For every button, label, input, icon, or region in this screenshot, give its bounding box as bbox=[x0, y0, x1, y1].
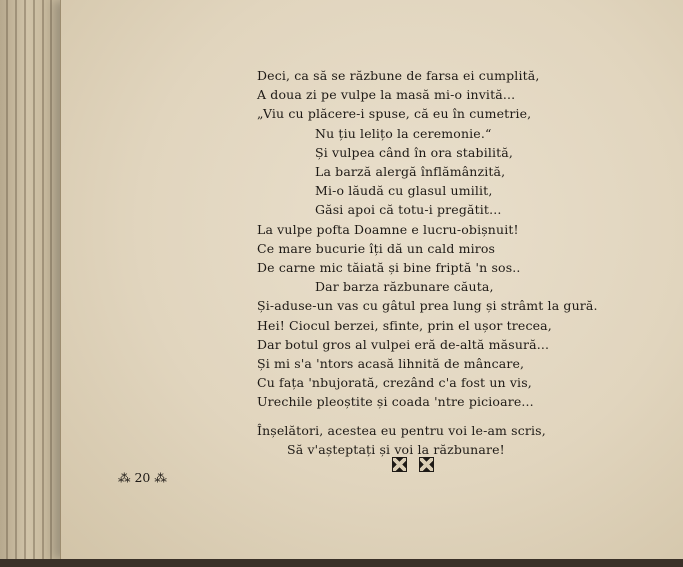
poem-line: Ce mare bucurie îți dă un cald miros bbox=[257, 240, 496, 256]
ornament-square-icon bbox=[392, 457, 407, 472]
poem-line: Dar barza răzbunare căuta, bbox=[315, 279, 494, 295]
poem-line: La barză alergă înflămânzită, bbox=[315, 164, 506, 180]
poem-line: Mi-o lăudă cu glasul umilit, bbox=[315, 183, 493, 199]
poem-line: „Viu cu plăcere-i spuse, că eu în cumetrie, bbox=[257, 106, 532, 122]
poem-line: Și-aduse-un vas cu gâtul prea lung și strâmt la gură. bbox=[257, 298, 598, 314]
poem-line: Înșelători, acestea eu pentru voi le-am scris, bbox=[257, 422, 546, 438]
poem-line: Nu țiu lelițo la ceremonie.“ bbox=[315, 125, 492, 141]
poem-line: Să v'așteptați și voi la răzbunare! bbox=[287, 441, 505, 457]
poem-line: A doua zi pe vulpe la masă mi-o invită... bbox=[257, 87, 516, 103]
poem-line: Urechile pleoștite și coada 'ntre picioare... bbox=[257, 394, 534, 410]
page-number: ⁂ 20 ⁂ bbox=[118, 470, 167, 485]
ornament-right-icon: ⁂ bbox=[154, 470, 167, 485]
poem-line: Hei! Ciocul berzei, sfinte, prin el ușor trecea, bbox=[257, 317, 552, 333]
poem-line: Găsi apoi că totu-i pregătit... bbox=[315, 202, 502, 218]
end-ornaments bbox=[392, 457, 434, 472]
poem-line: Și mi s'a 'ntors acasă lihnită de mâncare, bbox=[257, 356, 525, 372]
ornament-left-icon: ⁂ bbox=[118, 470, 131, 485]
scan-background bbox=[0, 559, 683, 567]
poem-line: Deci, ca să se răzbune de farsa ei cumplită, bbox=[257, 68, 540, 83]
poem-line: Dar botul gros al vulpei eră de-altă măsură... bbox=[257, 336, 550, 352]
poem-line: De carne mic tăiată și bine friptă 'n sos.. bbox=[257, 260, 521, 276]
poem-text bbox=[257, 66, 657, 459]
ornament-square-icon bbox=[419, 457, 434, 472]
poem-line: La vulpe pofta Doamne e lucru-obișnuit! bbox=[257, 221, 519, 237]
poem-line: Și vulpea când în ora stabilită, bbox=[315, 144, 514, 160]
poem-line: Cu fața 'nbujorată, crezând c'a fost un vis, bbox=[257, 375, 532, 391]
